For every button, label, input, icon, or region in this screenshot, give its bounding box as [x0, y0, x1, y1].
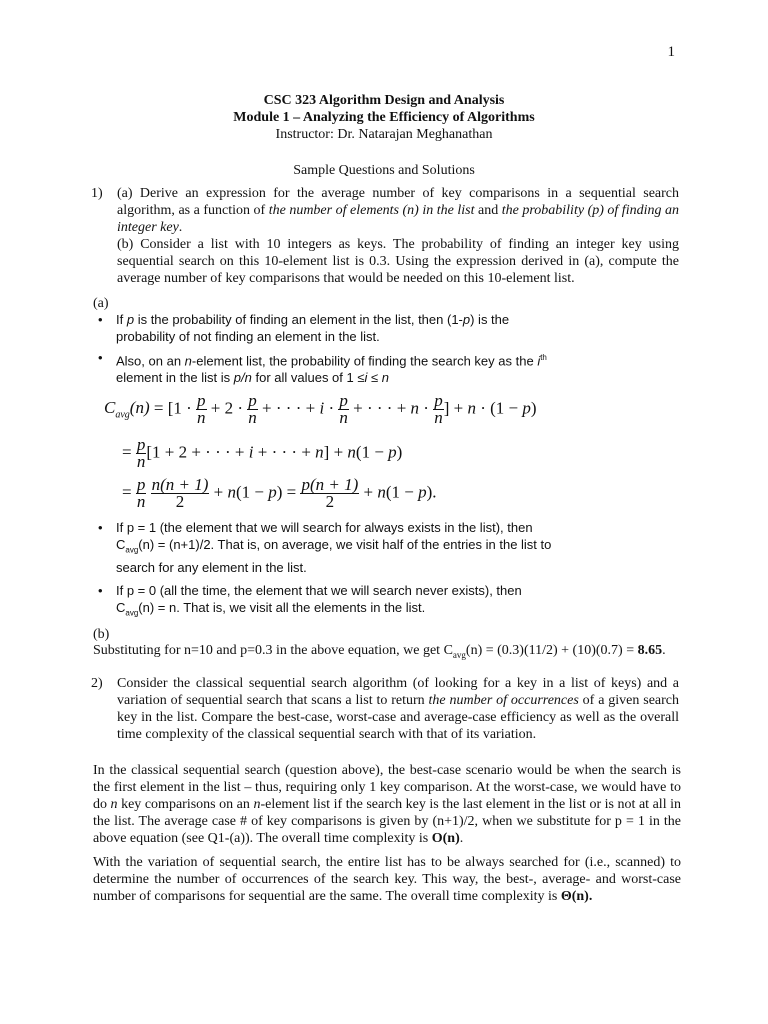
module-title: Module 1 – Analyzing the Efficiency of Algorithms — [233, 110, 535, 125]
equation-line-3: = $\frac{p}{n}$ $\frac{n(n + 1)}{2}$ + n(1 − p) = $\frac{p(n + 1)}{2}$ + n(1 − p). — [122, 475, 437, 511]
question-1-number: 1) — [91, 186, 103, 201]
bullet-3: • If p = 1 (the element that we will search for always exists in the list), then $C_{avg}(n) = (n+1)/2$. That is, on average, we visit half of the entries in the list to search for any element in the list. — [98, 520, 552, 575]
question-2 — [93, 675, 679, 743]
equation-line-2: = $\frac{p}{n}$ [1 + 2 + · · · + i + · · · + n] + n(1 − p) — [122, 435, 403, 471]
course-title: CSC 323 Algorithm Design and Analysis — [263, 93, 505, 108]
question-1-part-b: (b) Consider a list with 10 integers as keys. The probability of finding an integer key using sequential search on this 10-element list is 0.3. Using the expression derived in (a), compute the average number of key comparisons that would be needed on this 10-element list. — [117, 237, 679, 286]
bullet-4: • If p = 0 (all the time, the element that we will search never exists), then $C_{avg}(n) = n$. That is, we visit all the elements in the list. — [98, 582, 522, 618]
answer-b-text: Substituting for n=10 and p=0.3 in the above equation, we get $C_{avg}(n) = (0.3)(11/2) + (10)(0.7) = 8.65$. — [93, 643, 666, 660]
paragraph-variation-search: With the variation of sequential search, the entire list has to be always searched for (i.e., scanned) to determine the number of occurrences of the search key. This way, the best-, average- and worst-case number of comparisons for sequential are the same. The overall time complexity is Θ(n). — [93, 855, 681, 904]
question-1-part-a: (a) Derive an expression for the average number of key comparisons in a sequential search algorithm, as a function of the number of elements (n) in the list and the probability (p) of finding an integer key. — [117, 186, 679, 235]
bullet-1: • If p is the probability of finding an element in the list, then (1-p) is the probability of not finding an element in the list. — [98, 312, 510, 344]
question-1-body — [117, 185, 679, 287]
answer-a-label: (a) — [93, 296, 109, 311]
page-number: 1 — [667, 44, 675, 60]
document-subtitle: Sample Questions and Solutions — [293, 163, 475, 178]
question-2-number: 2) — [91, 676, 103, 691]
instructor-line: Instructor: Dr. Natarajan Meghanathan — [275, 127, 493, 142]
answer-b-result: 8.65 — [637, 643, 663, 658]
equation-line-1: $C_{avg}(n) = [1$ · $\frac{p}{n}$ + 2 · $\frac{p}{n}$ + · · · + i · $\frac{p}{n}$ + · · · + n · $\frac{p}{n}$ ] + n · (1 − p) — [104, 391, 537, 427]
question-2-body: Consider the classical sequential search algorithm (of looking for a key in a list of keys) and a variation of sequential search that scans a list to return the number of occurrences of a given search key in the list. Compare the best-case, worst-case and average-case efficiency as well as the overall time complexity of the classical sequential search with that of its variation. — [117, 676, 679, 742]
bullet-2: • Also, on an n-element list, the probability of finding the search key as the $i^{th}$ element in the list is p/n for all values of 1 ≤i ≤ n — [98, 350, 547, 386]
answer-b-label: (b) — [93, 627, 110, 642]
answer-a-slide — [92, 311, 552, 618]
question-1 — [93, 185, 679, 287]
paragraph-classical-search: In the classical sequential search (question above), the best-case scenario would be when the search is the first element in the list – thus, requiring only 1 key comparison. At the worst-case, we would have to do n key comparisons on an n-element list if the search key is the last element in the list or is not at all in the list. The average case # of key comparisons is given by (n+1)/2, when we substitute for p = 1 in the above equation (see Q1-(a)). The overall time complexity is O(n). — [93, 763, 682, 846]
document-header — [0, 92, 768, 179]
